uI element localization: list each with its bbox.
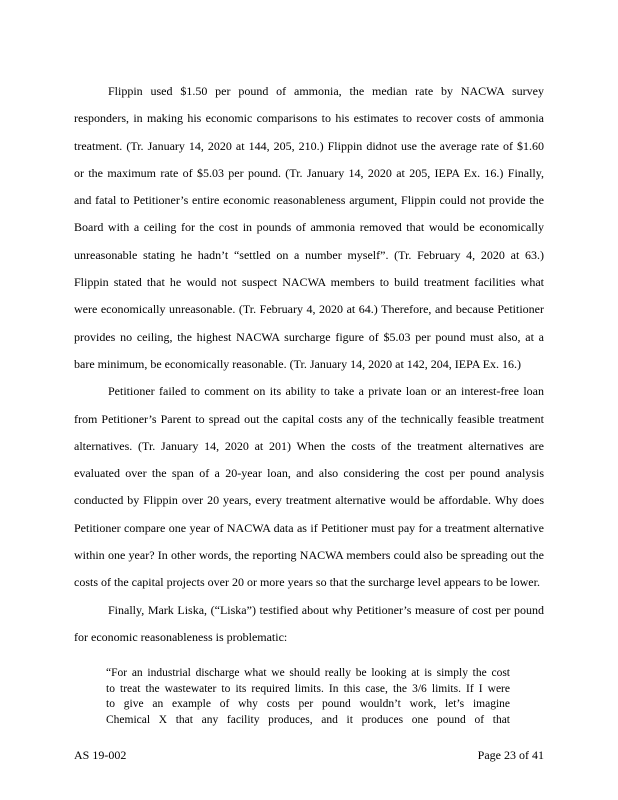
text-line: provides no ceiling, the highest NACWA surcharge figure of $5.03 per pound must also, at a [74, 329, 544, 344]
quote-line: to treat the wastewater to its required limits. In this case, the 3/6 limits. If I were [106, 682, 510, 695]
text-line: conducted by Flippin over 20 years, every treatment alternative would be affordable. Why does [74, 493, 544, 508]
quote-line: “For an industrial discharge what we should really be looking at is simply the cost [106, 667, 510, 679]
text-line: and fatal to Petitioner’s entire economic reasonableness argument, Flippin could not provide the [74, 193, 544, 208]
text-line: treatment. (Tr. January 14, 2020 at 144, 205, 210.) Flippin didnot use the average rate of $1.60 [74, 138, 544, 153]
text-line: alternatives. (Tr. January 14, 2020 at 201) When the costs of the treatment alternatives are [74, 438, 544, 453]
text-line: Board with a ceiling for the cost in pounds of ammonia removed that would be economically [74, 220, 544, 235]
text-line: for economic reasonableness is problematic: [74, 629, 288, 644]
text-line: Flippin stated that he would not suspect NACWA members to build treatment facilities what [74, 275, 544, 290]
quote-line: Chemical X that any facility produces, and it produces one pound of that [106, 713, 510, 726]
page-footer [74, 748, 544, 763]
body-text [74, 78, 544, 651]
text-line: unreasonable stating he hadn’t “settled on a number myself”. (Tr. February 4, 2020 at 63.) [74, 247, 544, 262]
text-line: within one year? In other words, the reporting NACWA members could also be spreading out the [74, 548, 544, 563]
case-number: AS 19-002 [74, 748, 127, 762]
text-line: or the maximum rate of $5.03 per pound. (Tr. January 14, 2020 at 205, IEPA Ex. 16.) Finally, [74, 165, 544, 180]
text-line: from Petitioner’s Parent to spread out the capital costs any of the technically feasible treatment [74, 411, 544, 426]
text-line: evaluated over the span of a 20-year loan, and also considering the cost per pound analysis [74, 466, 544, 481]
text-line: Finally, Mark Liska, (“Liska”) testified about why Petitioner’s measure of cost per pound [108, 602, 544, 617]
text-line: were economically unreasonable. (Tr. February 4, 2020 at 64.) Therefore, and because Petitioner [74, 302, 544, 317]
block-quote [106, 666, 510, 728]
page-number: Page 23 of 41 [477, 748, 544, 762]
text-line: bare minimum, be economically reasonable. (Tr. January 14, 2020 at 142, 204, IEPA Ex. 16.) [74, 356, 522, 371]
quote-line: to give an example of why costs per pound wouldn’t work, let’s imagine [106, 698, 510, 710]
text-line: responders, in making his economic comparisons to his estimates to recover costs of ammonia [74, 111, 544, 126]
text-line: Petitioner compare one year of NACWA data as if Petitioner must pay for a treatment alternative [74, 520, 544, 535]
text-line: Petitioner failed to comment on its ability to take a private loan or an interest-free loan [108, 384, 544, 399]
text-line: costs of the capital projects over 20 or more years so that the surcharge level appears to be lower. [74, 575, 540, 590]
text-line: Flippin used $1.50 per pound of ammonia, the median rate by NACWA survey [108, 84, 544, 98]
